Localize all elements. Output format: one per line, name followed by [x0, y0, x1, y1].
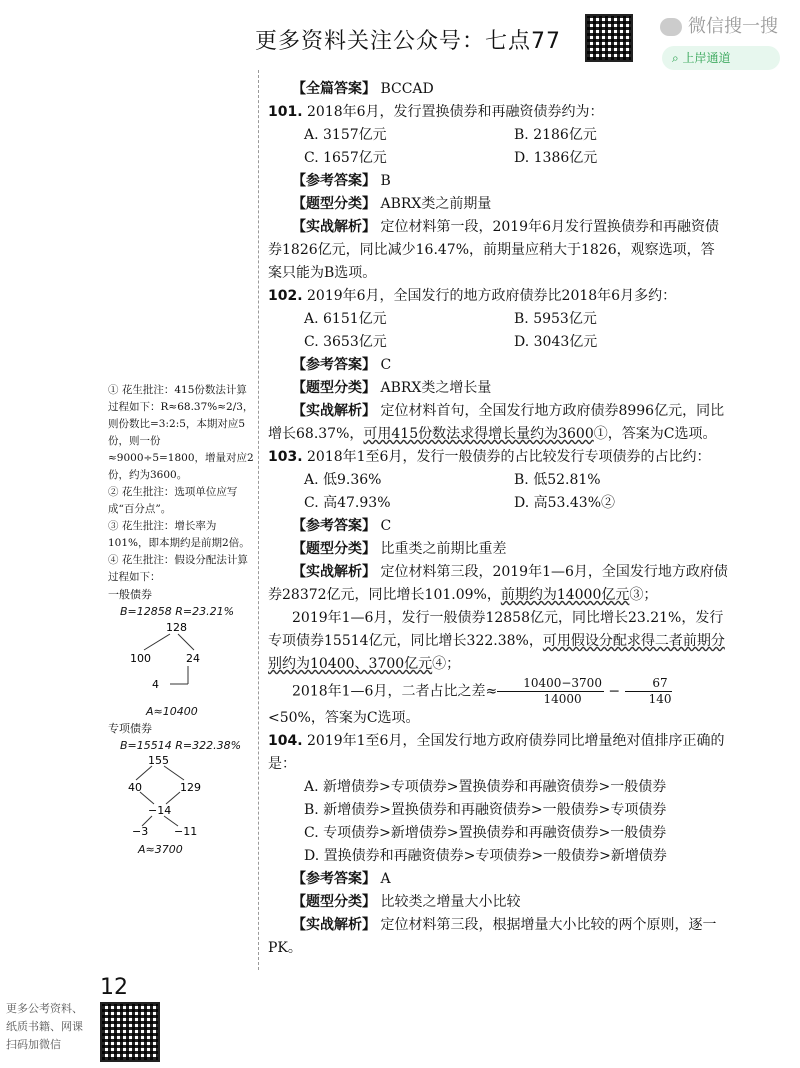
- footer-promo: 更多公考资料、 纸质书籍、网课 扫码加微信: [6, 1002, 83, 1051]
- q103-options: A. 低9.36% B. 低52.81% C. 高47.93% D. 高53.43%②: [304, 472, 616, 511]
- header-qr-code: [585, 14, 633, 62]
- side-note-1: ① 花生批注：415份数法计算过程如下：R≈68.37%≈2/3，则份数比=3:2:5，本期对应5份，则一份≈9000÷5=1800，增量对应2份，约为3600。: [108, 384, 254, 481]
- svg-text:100: 100: [130, 652, 151, 665]
- svg-text:128: 128: [166, 621, 187, 634]
- question-104: 104. 2019年1至6月，全国发行地方政府债券同比增量绝对值排序正确的是：: [268, 733, 725, 772]
- search-pill[interactable]: ⌕ 上岸通道: [662, 46, 780, 70]
- full-answers-value: BCCAD: [380, 81, 434, 97]
- side-note-3: ③ 花生批注：增长率为101%，即本期约是前期2倍。: [108, 520, 250, 549]
- q103-analysis: 【实战解析】 定位材料第三段，2019年1—6月，全国发行地方政府债券28372亿元，同比增长101.09%，前期约为14000亿元③；: [268, 564, 728, 603]
- svg-text:4: 4: [152, 678, 159, 691]
- side-note-2: ② 花生批注：选项单位应写成“百分点”。: [108, 486, 238, 515]
- svg-text:129: 129: [180, 781, 201, 794]
- svg-text:40: 40: [128, 781, 142, 794]
- q103-analysis-2: 2019年1—6月，发行一般债券12858亿元，同比增长23.21%，发行专项债券15514亿元，同比增长322.38%，可用假设分配求得二者前期分别约为10400、3700亿元④；: [268, 610, 725, 672]
- svg-text:155: 155: [148, 754, 169, 767]
- q102-analysis: 【实战解析】 定位材料首句，全国发行地方政府债券8996亿元，同比增长68.37%，可用415份数法求得增长量约为3600①，答案为C选项。: [268, 403, 725, 442]
- page-header-title: 更多资料关注公众号：七点77: [255, 29, 561, 54]
- main-content: 【全篇答案】 BCCAD 101. 2018年6月，发行置换债券和再融资债券约为： A. 3157亿元 B. 2186亿元 C. 1657亿元 D. 1386亿元 【参考答案】 B 【题型分类】 ABRX类之前期量 【实战解析】 定位材料第一段，2019年6月发行置换债券和再融资债券1826亿元，同比减少16.47%，前期量应稍大于1826，观察选项，答案只能为B选项。 102. 2019年6月，全国发行的地方政府债券比2018年6月多约： A. 6151亿元 B. 5953亿元 C. 3653亿元 D. 3043亿元 【参考答案】 C 【题型分类】 ABRX类之增长量 【实战解析】 定位材料首句，全国发行地方政府债券8996亿元，同比增长68.37%，可用415份数法求得增长量约为3600①，答案为C选项。 103. 2018年1至6月，发行一般债券的占比较发行专项债券的占比约： A. 低9.36% B. 低52.81% C. 高47.93% D. 高53.43%② 【参考答案】 C 【题型分类】 比重类之前期比重差 【实战解析】 定位材料第三段，2019年1—6月，全国发行地方政府债券28372亿元，同比增长101.09%，前期约为14000亿元③； 2019年1—6月，发行一般债券12858亿元，同比增长23.21%，发行专项债券15514亿元，同比增长322.38%，可用假设分配求得二者前期分别约为10400、3700亿元④； 2018年1—6月，二者占比之差≈ $\frac{10400-3700}{14000}$ − $\frac{67}{140}$ <50%，答案为C选项。 104. 2019年1至6月，全国发行地方政府债券同比增量绝对值排序正确的是： A. 新增债券>专项债券>置换债券和再融资债券>一般债券 B. 新增债券>置换债券和再融资债券>一般债券>专项债券 C. 专项债券>新增债券>置换债券和再融资债券>一般债券 D. 置换债券和再融资债券>专项债券>一般债券>新增债券 【参考答案】 A 【题型分类】 比较类之增量大小比较 【实战解析】 定位材料第三段，根据增量大小比较的两个原则，逐一PK。: [268, 81, 728, 956]
- wechat-icon: [660, 18, 682, 36]
- full-answers-label: 【全篇答案】: [292, 81, 376, 97]
- svg-text:−11: −11: [174, 825, 198, 836]
- q101-analysis: 定位材料第一段，2019年6月发行置换债券和再融资债券1826亿元，同比减少16.47%，前期量应稍大于1826，观察选项，答案只能为B选项。: [268, 219, 719, 281]
- wechat-search-label[interactable]: [660, 12, 778, 38]
- question-101: 101. 2018年6月，发行置换债券和再融资债券约为：: [268, 104, 604, 120]
- q102-answer: C: [380, 357, 392, 373]
- side-notes: [108, 382, 254, 858]
- question-102: 102. 2019年6月，全国发行的地方政府债券比2018年6月多约：: [268, 288, 677, 304]
- page-number: 12: [100, 975, 128, 1000]
- q102-options: A. 6151亿元 B. 5953亿元 C. 3653亿元 D. 3043亿元: [304, 311, 598, 350]
- side-note-4: ④ 花生批注：假设分配法计算过程如下：: [108, 554, 248, 583]
- q104-answer: A: [380, 871, 391, 887]
- column-divider: [258, 70, 259, 970]
- q101-options: A. 3157亿元 B. 2186亿元 C. 1657亿元 D. 1386亿元: [304, 127, 598, 166]
- wechat-search-text: 微信搜一搜: [688, 16, 778, 37]
- q103-analysis-3: 2018年1—6月，二者占比之差≈ $\frac{10400-3700}{14000}$ − $\frac{67}{140}$ <50%，答案为C选项。: [268, 676, 672, 726]
- tree-special-diagram: [108, 754, 248, 836]
- q101-answer: B: [380, 173, 391, 189]
- tree-general-diagram: [108, 620, 248, 698]
- q104-analysis: 定位材料第三段，根据增量大小比较的两个原则，逐一PK。: [268, 917, 717, 956]
- q104-options: A. 新增债券>专项债券>置换债券和再融资债券>一般债券 B. 新增债券>置换债券和再融资债券>一般债券>专项债券 C. 专项债券>新增债券>置换债券和再融资债券>一般债券 D. 置换债券和再融资债券>专项债券>一般债券>新增债券: [304, 779, 667, 864]
- svg-text:24: 24: [186, 652, 200, 665]
- footer-qr-code: [100, 1002, 160, 1062]
- svg-text:−14: −14: [148, 804, 172, 817]
- tree-special-bonds: 专项债券 B=15514 R=322.38% 155 40 129 −14 −3 −11 A≈3700: [108, 720, 254, 858]
- search-pill-label: 上岸通道: [682, 51, 731, 65]
- svg-text:−3: −3: [132, 825, 149, 836]
- question-103: 103. 2018年1至6月，发行一般债券的占比较发行专项债券的占比约：: [268, 449, 711, 465]
- tree-general-bonds: 一般债券 B=12858 R=23.21% 128 100 24 4 A≈10400: [108, 586, 254, 720]
- q103-answer: C: [380, 518, 392, 534]
